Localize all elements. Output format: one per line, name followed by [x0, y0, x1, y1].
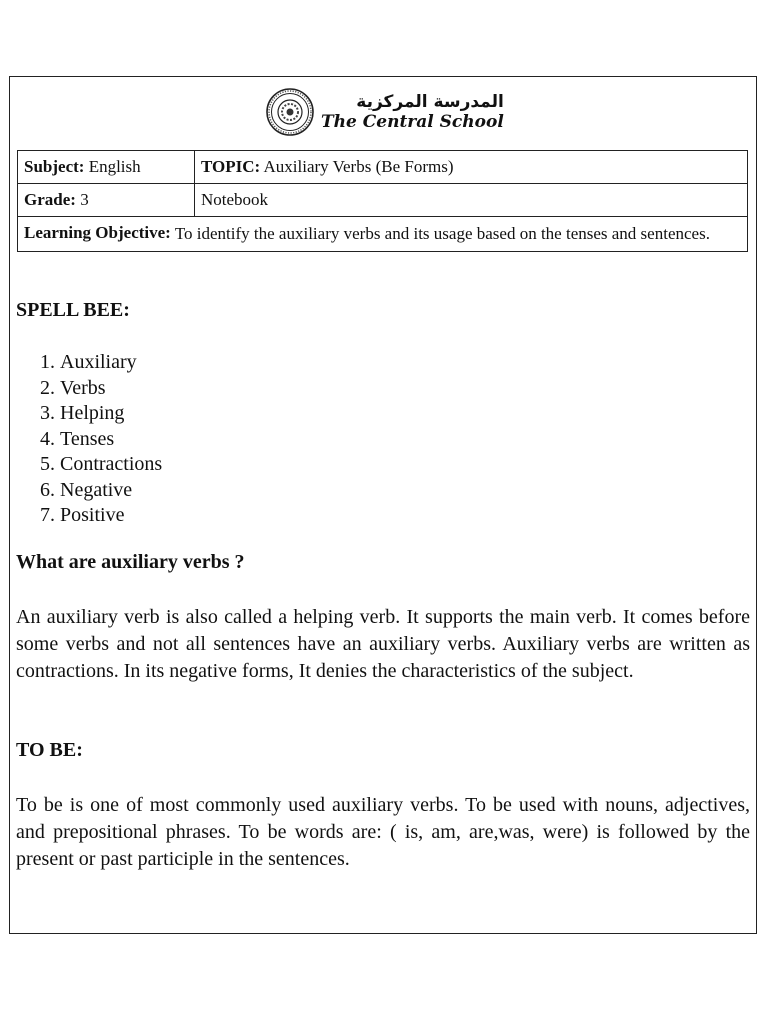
logo-arabic-name: المدرسة المركزية [356, 91, 504, 112]
list-item: 4. Tenses [60, 427, 750, 453]
learning-objective-label: Learning Objective: [24, 223, 171, 242]
table-row [18, 217, 748, 252]
to-be-paragraph: To be is one of most commonly used auxiliary verbs. To be used with nouns, adjectives, and prepositional phrases. To be words are: ( is, am, are,was, were) is followed by the present or past participle in the sentences. [16, 794, 750, 870]
notebook-cell [195, 184, 748, 217]
to-be-heading-wrap [16, 739, 750, 762]
subject-value: English [88, 157, 141, 176]
learning-objective-text: To identify the auxiliary verbs and its usage based on the tenses and sentences. [174, 224, 710, 243]
to-be-paragraph-wrap [16, 792, 750, 873]
spell-bee-list-wrap [16, 350, 750, 529]
list-item: 7. Positive [60, 503, 750, 529]
grade-value: 3 [80, 190, 89, 209]
list-item: 5. Contractions [60, 452, 750, 478]
grade-cell [18, 184, 195, 217]
spell-bee-heading: SPELL BEE: [16, 299, 130, 321]
auxiliary-heading-wrap [16, 551, 750, 574]
list-item: 2. Verbs [60, 376, 750, 402]
auxiliary-paragraph-wrap [16, 604, 750, 685]
grade-label: Grade: [24, 190, 76, 209]
auxiliary-verbs-paragraph: An auxiliary verb is also called a helping verb. It supports the main verb. It comes before some verbs and not all sentences have an auxiliary verbs. Auxiliary verbs are written as contractions. In its negative forms, It denies the characteristics of the subject. [16, 606, 750, 682]
logo-english-name: The Central School [321, 111, 504, 132]
school-logo [265, 87, 504, 137]
topic-cell [195, 151, 748, 184]
auxiliary-verbs-heading: What are auxiliary verbs ? [16, 551, 245, 573]
notebook-text: Notebook [201, 190, 269, 209]
topic-label: TOPIC: [201, 157, 261, 176]
worksheet-frame [9, 76, 757, 934]
spell-bee-list [16, 350, 750, 529]
spell-bee-section [16, 299, 750, 322]
subject-cell [18, 151, 195, 184]
table-row [18, 184, 748, 217]
to-be-heading: TO BE: [16, 739, 83, 761]
lesson-info-table [17, 150, 748, 252]
school-seal-icon [265, 87, 315, 137]
list-item: 1. Auxiliary [60, 350, 750, 376]
topic-value: Auxiliary Verbs (Be Forms) [263, 157, 454, 176]
learning-objective-cell [18, 217, 748, 252]
list-item: 3. Helping [60, 401, 750, 427]
subject-label: Subject: [24, 157, 85, 176]
list-item: 6. Negative [60, 478, 750, 504]
table-row [18, 151, 748, 184]
